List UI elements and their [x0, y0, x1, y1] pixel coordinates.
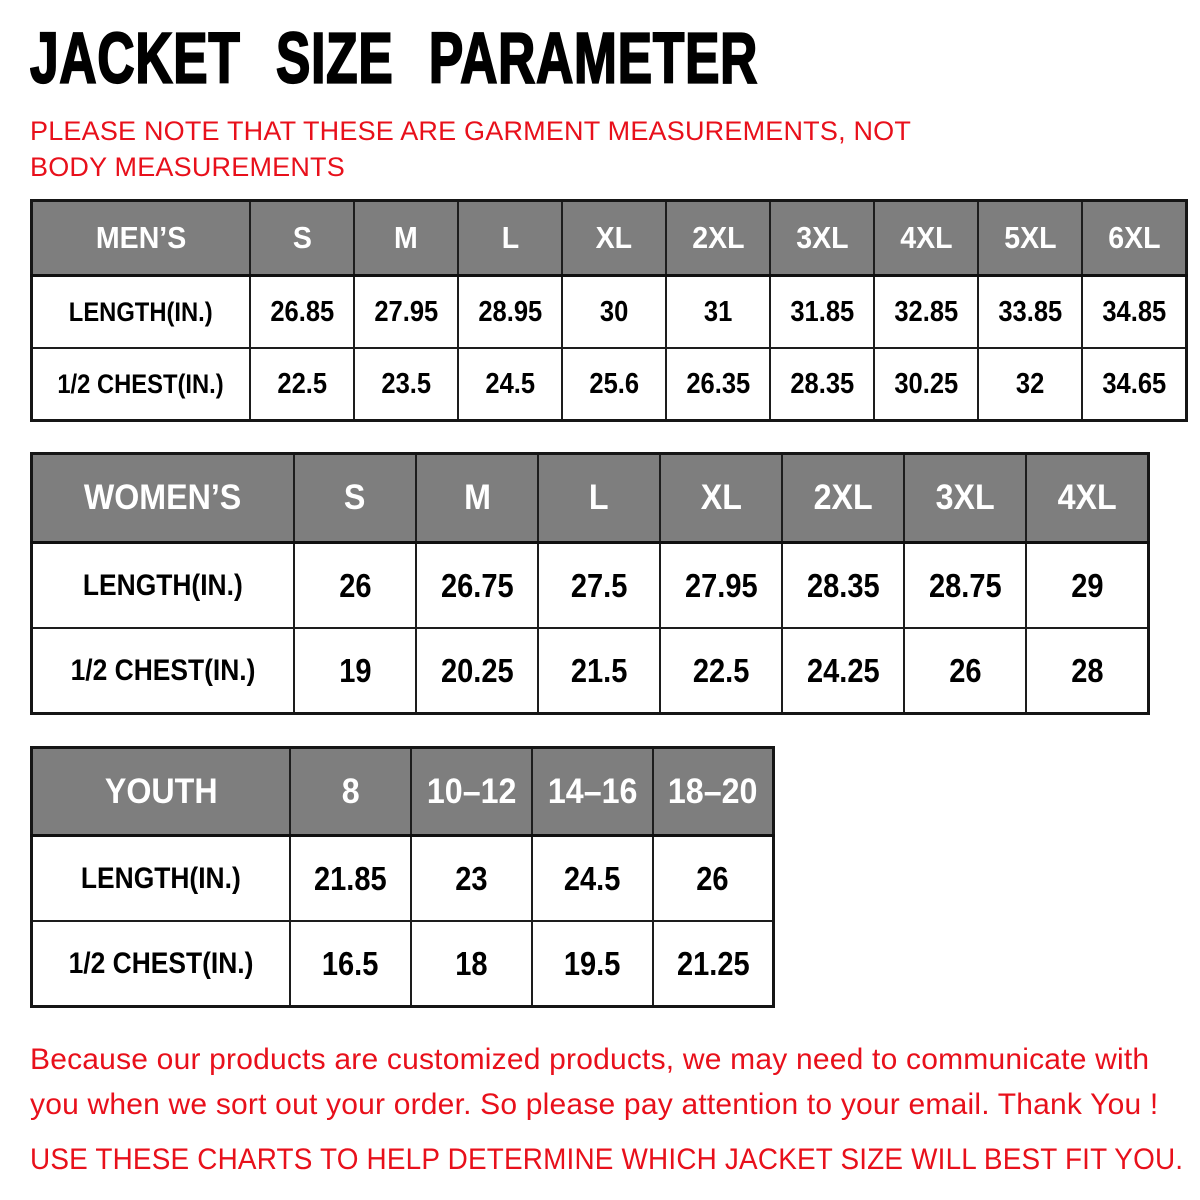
size-value-cell: 22.5: [660, 628, 782, 714]
size-header-cell: M: [416, 454, 538, 543]
row-label-cell: 1/2 CHEST(IN.): [32, 628, 295, 714]
size-value-cell: 19: [294, 628, 416, 714]
size-value-cell: 27.95: [354, 276, 458, 349]
row-label-cell: 1/2 CHEST(IN.): [32, 921, 291, 1007]
size-value-cell: 27.95: [660, 543, 782, 629]
size-value-cell: 28.95: [458, 276, 562, 349]
size-value-cell: 32.85: [874, 276, 978, 349]
size-value-cell: 24.5: [458, 348, 562, 421]
size-header-row: [32, 454, 1149, 543]
size-value-cell: 28: [1026, 628, 1148, 714]
measurement-row: [32, 836, 774, 922]
size-value-cell: 21.5: [538, 628, 660, 714]
size-value-cell: 32: [978, 348, 1082, 421]
measurement-row: [32, 348, 1187, 421]
size-value-cell: 34.85: [1082, 276, 1186, 349]
size-value-cell: 26: [294, 543, 416, 629]
size-header-cell: XL: [562, 201, 666, 276]
size-header-cell: L: [538, 454, 660, 543]
size-header-cell: XL: [660, 454, 782, 543]
size-header-cell: L: [458, 201, 562, 276]
size-value-cell: 30.25: [874, 348, 978, 421]
table-title-cell: WOMEN’S: [32, 454, 295, 543]
size-value-cell: 31: [666, 276, 770, 349]
size-value-cell: 30: [562, 276, 666, 349]
size-header-cell: 3XL: [770, 201, 874, 276]
row-label-cell: LENGTH(IN.): [32, 276, 251, 349]
size-value-cell: 25.6: [562, 348, 666, 421]
size-header-cell: S: [294, 454, 416, 543]
size-header-cell: 18–20: [653, 748, 774, 836]
size-value-cell: 22.5: [250, 348, 354, 421]
size-value-cell: 26: [904, 628, 1026, 714]
measurement-row: [32, 921, 774, 1007]
size-value-cell: 21.25: [653, 921, 774, 1007]
size-value-cell: 29: [1026, 543, 1148, 629]
size-value-cell: 26.75: [416, 543, 538, 629]
table-title-cell: MEN’S: [32, 201, 251, 276]
measurement-row: [32, 628, 1149, 714]
size-header-cell: 2XL: [782, 454, 904, 543]
measurement-row: [32, 276, 1187, 349]
size-value-cell: 24.5: [532, 836, 653, 922]
size-header-cell: 8: [290, 748, 411, 836]
size-value-cell: 19.5: [532, 921, 653, 1007]
size-header-cell: 14–16: [532, 748, 653, 836]
size-value-cell: 21.85: [290, 836, 411, 922]
size-value-cell: 33.85: [978, 276, 1082, 349]
size-value-cell: 28.75: [904, 543, 1026, 629]
size-value-cell: 18: [411, 921, 532, 1007]
size-header-cell: 2XL: [666, 201, 770, 276]
size-value-cell: 16.5: [290, 921, 411, 1007]
size-header-row: [32, 748, 774, 836]
size-value-cell: 26.35: [666, 348, 770, 421]
size-value-cell: 23: [411, 836, 532, 922]
size-value-cell: 27.5: [538, 543, 660, 629]
size-header-row: [32, 201, 1187, 276]
size-header-cell: 4XL: [1026, 454, 1148, 543]
size-header-cell: 3XL: [904, 454, 1026, 543]
table-title-cell: YOUTH: [32, 748, 291, 836]
size-value-cell: 20.25: [416, 628, 538, 714]
size-value-cell: 24.25: [782, 628, 904, 714]
womens-size-table: [30, 452, 1150, 715]
size-header-cell: 10–12: [411, 748, 532, 836]
size-value-cell: 23.5: [354, 348, 458, 421]
size-header-cell: S: [250, 201, 354, 276]
custom-order-note: Because our products are customized products, we may need to communicate with you when we sort out your order. So please pay attention to your email. Thank You !: [30, 1043, 1159, 1121]
fit-advice-note: USE THESE CHARTS TO HELP DETERMINE WHICH JACKET SIZE WILL BEST FIT YOU.: [30, 1143, 1184, 1177]
garment-measurement-note: PLEASE NOTE THAT THESE ARE GARMENT MEASUREMENTS, NOT BODY MEASUREMENTS: [30, 116, 911, 182]
youth-size-table: [30, 746, 775, 1008]
mens-size-table: [30, 199, 1188, 422]
size-header-cell: 4XL: [874, 201, 978, 276]
size-value-cell: 34.65: [1082, 348, 1186, 421]
size-header-cell: 5XL: [978, 201, 1082, 276]
size-value-cell: 28.35: [782, 543, 904, 629]
measurement-row: [32, 543, 1149, 629]
row-label-cell: 1/2 CHEST(IN.): [32, 348, 251, 421]
size-header-cell: M: [354, 201, 458, 276]
size-value-cell: 26.85: [250, 276, 354, 349]
size-value-cell: 26: [653, 836, 774, 922]
size-value-cell: 31.85: [770, 276, 874, 349]
size-value-cell: 28.35: [770, 348, 874, 421]
size-header-cell: 6XL: [1082, 201, 1186, 276]
page-title: JACKET SIZE PARAMETER: [30, 17, 759, 98]
row-label-cell: LENGTH(IN.): [32, 543, 295, 629]
row-label-cell: LENGTH(IN.): [32, 836, 291, 922]
